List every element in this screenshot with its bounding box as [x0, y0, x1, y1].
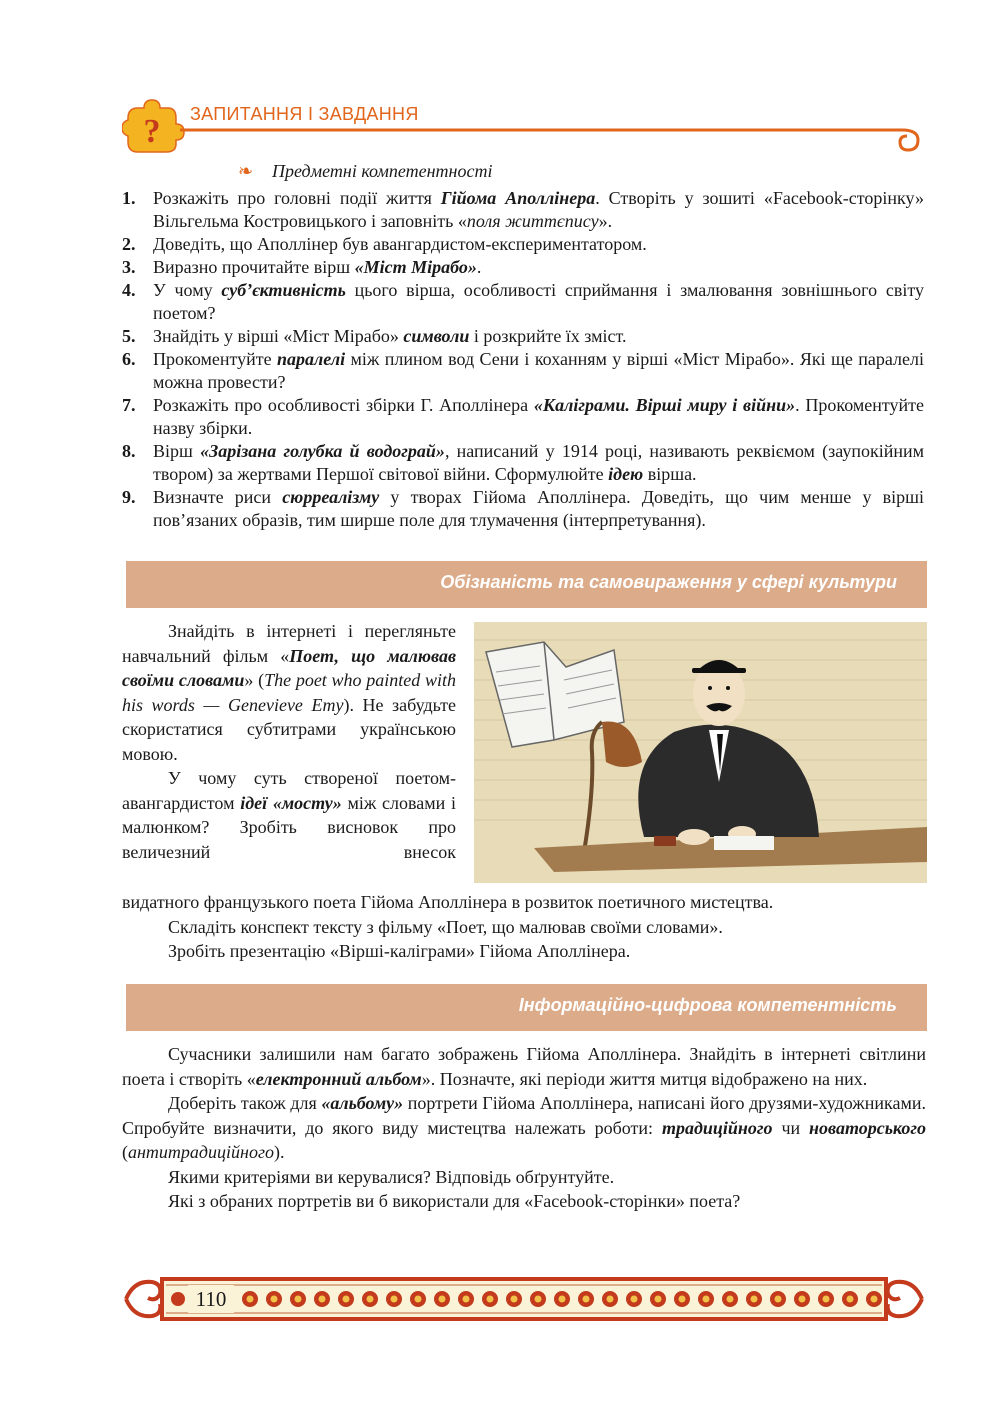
d-text: ». Позначте, які періоди життя митця відображено на них.: [421, 1068, 868, 1089]
d-term: «альбому»: [321, 1093, 404, 1113]
question-item: [122, 440, 924, 486]
digital-paragraph-1: [122, 1042, 926, 1091]
q-term: «Зарізана голубка й водограй»: [200, 441, 445, 461]
q-text: у творах Гійома Аполлінера. Доведіть, що чим менше у вірші пов’язаних образів, тим ширше поле для тлумачення (інтерпретування).: [153, 487, 924, 530]
culture-band-title: Обізнаність та самовираження у сфері культури: [440, 572, 897, 592]
q-text: вірша.: [643, 464, 697, 484]
flower-ornament: [626, 1291, 642, 1307]
d-text: портрети Гійома Аполлінера, написані його друзями-художниками. Спробуйте визначити, до якого виду мистецтва належать роботи:: [122, 1093, 926, 1138]
flower-ornament: [746, 1291, 762, 1307]
digital-band-title: Інформаційно-цифрова компетентність: [518, 995, 897, 1015]
c-text: » (: [244, 670, 265, 690]
q-text: між плином вод Сени і коханням у вірші «Міст Мірабо». Які ще паралелі можна провести?: [153, 349, 925, 392]
question-number: 9.: [122, 487, 136, 507]
q-text: . Прокоментуйте назву збірки.: [153, 395, 924, 438]
question-number: 4.: [122, 280, 136, 300]
q-text: Знайдіть у вірші «Міст Мірабо»: [153, 326, 404, 346]
q-text: Прокоментуйте: [153, 349, 278, 369]
q-text: Виразно прочитайте вірш: [153, 257, 355, 277]
question-number: 2.: [122, 234, 136, 254]
q-text: , написаний у 1914 році, називають реквіємом (заупокійним твором) за жертвами Першої світової війни. Сформулюйте: [153, 441, 924, 484]
d-text: чи: [772, 1117, 810, 1138]
q-term: символи: [403, 326, 470, 346]
q-text: Доведіть, що Аполлінер був авангардистом-експериментатором.: [153, 234, 647, 254]
q-text: і розкрийте їх зміст.: [469, 326, 627, 346]
q-text: ».: [598, 211, 613, 231]
digital-band: [126, 984, 927, 1031]
culture-paragraph-3: Складіть конспект тексту з фільму «Поет, що малював своїми словами».: [168, 916, 723, 937]
flower-ornament: [266, 1291, 282, 1307]
d-italic: антитрадиційного: [128, 1142, 274, 1162]
flower-ornament: [410, 1291, 426, 1307]
culture-text-full: [122, 890, 928, 964]
digital-paragraph-2: [122, 1091, 926, 1165]
culture-text-column: [122, 619, 456, 864]
flower-ornament: [674, 1291, 690, 1307]
culture-paragraph-2-cont: видатного французького поета Гійома Аполлінера в розвиток поетичного мистецтва.: [122, 892, 774, 912]
flower-ornament: [314, 1291, 330, 1307]
q-term: «Міст Мірабо»: [354, 257, 477, 277]
flower-ornament: [242, 1291, 258, 1307]
d-text: (: [122, 1142, 128, 1162]
q-text: Визначте риси: [153, 487, 283, 507]
c-text: ). Не забудьте скористатися субтитрами українською мовою.: [122, 694, 456, 764]
question-item: [122, 348, 924, 394]
c-text: Знайдіть в інтернеті і перегляньте навчальний фільм «: [122, 621, 456, 666]
subject-heading-text: Предметні компетентності: [272, 161, 493, 181]
flower-ornament: [578, 1291, 594, 1307]
puzzle-question-icon: [122, 100, 184, 152]
question-number: 7.: [122, 395, 136, 415]
d-term: електронний альбом: [255, 1068, 422, 1089]
question-number: 1.: [122, 188, 136, 208]
flower-ornament: [434, 1291, 450, 1307]
culture-paragraph-4: Зробіть презентацію «Вірші-каліграми» Гійома Аполлінера.: [168, 941, 631, 961]
flower-ornament: [171, 1292, 185, 1306]
flower-ornament: [722, 1291, 738, 1307]
digital-paragraph-3: Якими критеріями ви керувалися? Відповідь обґрунтуйте.: [168, 1166, 615, 1187]
q-text: . Створіть у зошиті «Facebook-сторінку» Вільгельма Костровицького і заповніть «: [153, 188, 924, 231]
digital-text: [122, 1042, 926, 1214]
flower-ornament: [794, 1291, 810, 1307]
flower-ornament: [386, 1291, 402, 1307]
c-term: ідеї «мосту»: [240, 792, 342, 813]
film-title: Поет, що малював своїми словами: [122, 645, 456, 690]
q-term: сюрреалізму: [282, 487, 380, 507]
flower-ornament: [506, 1291, 522, 1307]
question-number: 5.: [122, 326, 136, 346]
d-text: Сучасники залишили нам багато зображень Гійома Аполлінера. Знайдіть в інтернеті світлини поета і створіть «: [122, 1044, 926, 1089]
flower-ornament: [362, 1291, 378, 1307]
q-term: паралелі: [277, 349, 346, 369]
flower-ornament: [650, 1291, 666, 1307]
culture-paragraph-2: [122, 766, 456, 864]
apollinaire-cartoon-illustration: [474, 622, 927, 883]
flower-ornament: [338, 1291, 354, 1307]
page-number: 110: [188, 1285, 234, 1313]
section-title: ЗАПИТАННЯ І ЗАВДАННЯ: [190, 104, 419, 124]
question-item: [122, 256, 924, 279]
question-item: [122, 187, 924, 233]
d-term: новаторського: [809, 1117, 927, 1138]
question-item: [122, 233, 924, 256]
q-term: Гійома Аполлінера: [440, 188, 596, 208]
question-item: [122, 325, 924, 348]
flower-ornament: [458, 1291, 474, 1307]
q-text: Розкажіть про головні події життя: [153, 188, 441, 208]
culture-band: [126, 561, 927, 608]
film-title-english: The poet who painted with his words — Genevieve Emy: [122, 670, 457, 715]
culture-paragraph-1: [122, 619, 456, 766]
c-text: У чому суть створеної поетом-авангардистом: [122, 768, 456, 813]
question-item: [122, 279, 924, 325]
q-italic: поля життєпису: [466, 211, 599, 231]
section-header: [122, 96, 922, 156]
flower-ornament: [482, 1291, 498, 1307]
q-term: ідею: [608, 464, 644, 484]
flower-ornament: [866, 1291, 882, 1307]
leaf-icon: ❧: [238, 161, 254, 181]
flower-ornament: [530, 1291, 546, 1307]
question-list: [122, 187, 924, 532]
flower-ornament: [842, 1291, 858, 1307]
q-text: Вірш: [153, 441, 201, 461]
question-number: 3.: [122, 257, 136, 277]
subject-heading: [238, 161, 492, 182]
flower-ornament: [554, 1291, 570, 1307]
flower-ornament: [602, 1291, 618, 1307]
flower-ornament: [818, 1291, 834, 1307]
question-number: 6.: [122, 349, 136, 369]
q-text: Розкажіть про особливості збірки Г. Аполлінера: [153, 395, 534, 415]
q-text: .: [476, 257, 482, 277]
q-text: У чому: [153, 280, 222, 300]
question-item: [122, 394, 924, 440]
footer-ornament: [122, 1276, 926, 1322]
q-term: суб’єктивність: [221, 280, 346, 300]
question-number: 8.: [122, 441, 136, 461]
flower-ornament: [290, 1291, 306, 1307]
flower-ornament: [770, 1291, 786, 1307]
svg-text:?: ?: [143, 113, 161, 150]
d-text: Доберіть також для: [168, 1093, 322, 1113]
d-text: ).: [274, 1142, 285, 1162]
d-term: традиційного: [661, 1117, 773, 1138]
c-text: між словами і малюнком? Зробіть висновок про величезний внесок: [122, 792, 456, 862]
q-term: «Каліграми. Вірші миру і війни»: [533, 395, 796, 415]
q-text: цього вірша, особливості сприймання і змалювання зовнішнього світу поетом?: [153, 280, 924, 323]
question-item: [122, 486, 924, 532]
digital-paragraph-4: Які з обраних портретів ви б використали для «Facebook-сторінки» поета?: [168, 1191, 741, 1211]
flower-ornament: [698, 1291, 714, 1307]
